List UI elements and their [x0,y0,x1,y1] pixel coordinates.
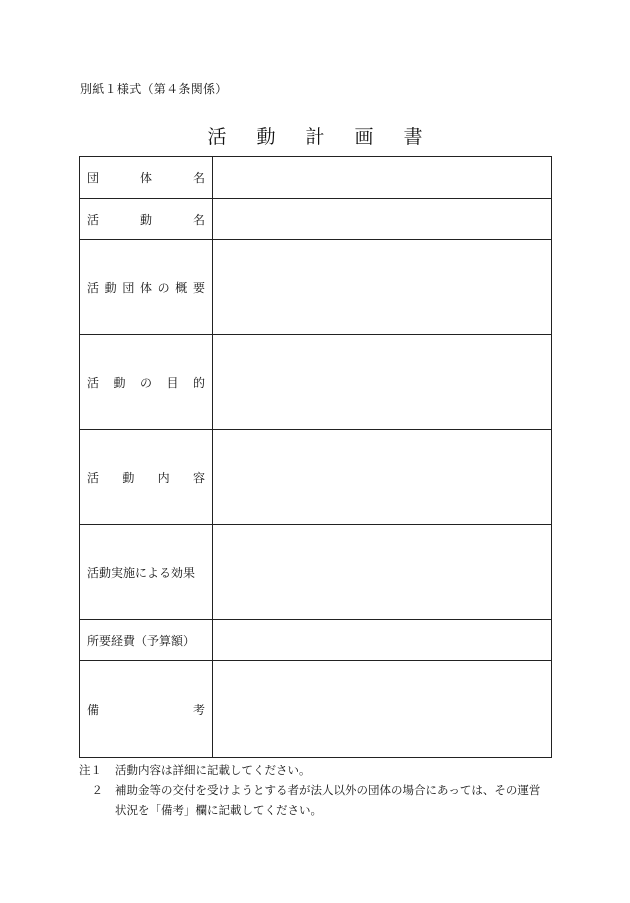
row-activity-name [80,199,552,240]
label-remarks [80,661,213,758]
field-remarks[interactable] [213,661,552,758]
label-activity-effect [80,525,213,620]
label-activity-name [80,199,213,240]
label-group-name [80,157,213,199]
label-group-name-text: 団 体 名 [87,171,205,185]
row-activity-content [80,430,552,525]
label-group-overview-text: 活 動 団 体 の 概 要 [87,280,205,295]
label-remarks-text: 備 考 [87,702,205,717]
form-reference: 別紙１様式（第４条関係） [80,82,228,96]
notes [79,760,555,820]
row-group-overview [80,240,552,335]
row-activity-effect [80,525,552,620]
field-required-expenses[interactable] [213,620,552,661]
label-activity-name-text: 活 動 名 [87,212,205,227]
note-1-text: 活動内容は詳細に記載してください。 [115,763,311,777]
label-activity-purpose [80,335,213,430]
label-required-expenses [80,620,213,661]
label-group-overview [80,240,213,335]
field-activity-name[interactable] [213,199,552,240]
row-remarks [80,661,552,758]
row-required-expenses [80,620,552,661]
note-prefix: 注１ [79,763,102,777]
field-activity-effect[interactable] [213,525,552,620]
label-activity-content-text: 活 動 内 容 [87,470,205,485]
row-activity-purpose [80,335,552,430]
row-group-name [80,157,552,199]
field-group-overview[interactable] [213,240,552,335]
label-activity-content [80,430,213,525]
note-2 [79,780,555,800]
field-activity-content[interactable] [213,430,552,525]
note-1 [79,760,555,780]
label-activity-effect-text: 活動実施による効果 [87,565,196,580]
field-activity-purpose[interactable] [213,335,552,430]
label-activity-purpose-text: 活 動 の 目 的 [87,375,205,390]
note-2-continuation: 状況を「備考」欄に記載してください。 [115,803,322,817]
field-group-name[interactable] [213,157,552,199]
document-title: 活動計画書 [207,126,453,148]
label-required-expenses-text: 所要経費（予算額） [87,633,196,648]
activity-plan-table [79,156,552,758]
note-2-text: 補助金等の交付を受けようとする者が法人以外の団体の場合にあっては、その運営 [115,783,541,797]
note-2-number: ２ [91,783,103,797]
